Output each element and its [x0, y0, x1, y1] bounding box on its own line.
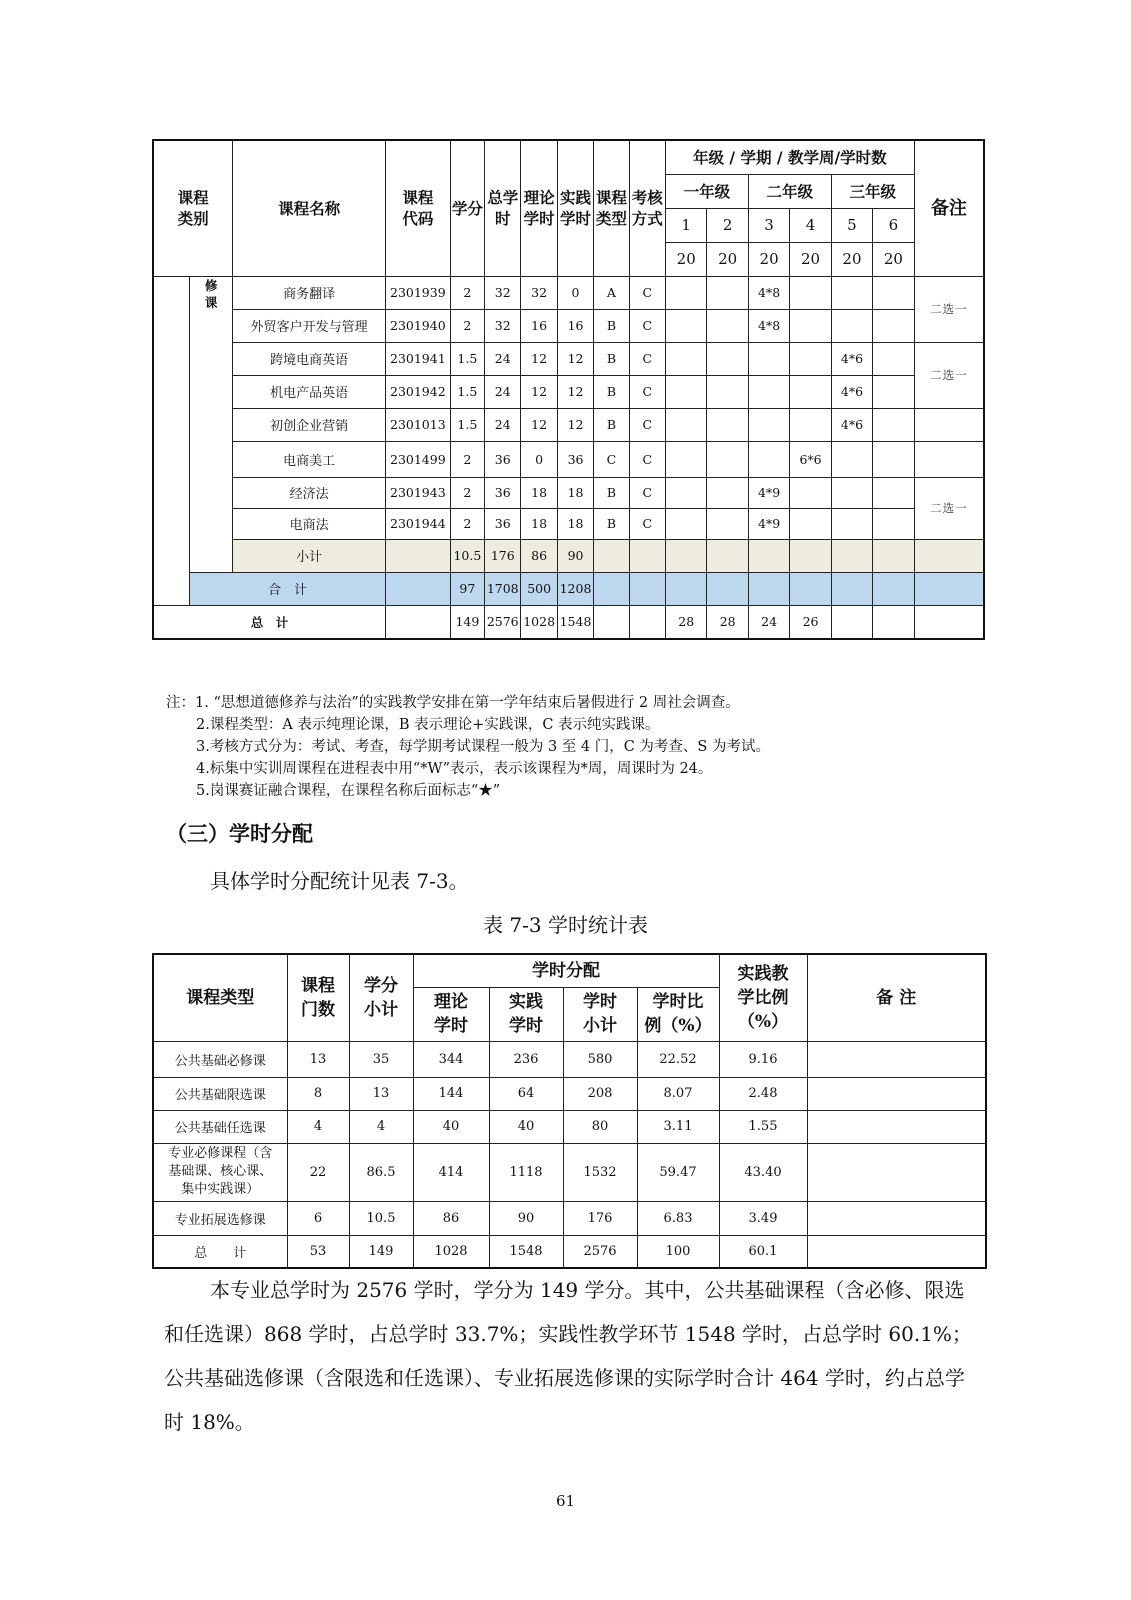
header-practice-hours: 实践 学时 [489, 987, 563, 1041]
header-exam-mode: 考核 方式 [629, 140, 665, 276]
course-code: 2301939 [386, 276, 451, 309]
header-weeks: 20 [873, 242, 914, 276]
semester-cell: 4*6 [831, 342, 872, 375]
practice-hours: 236 [489, 1041, 563, 1077]
theory-hours: 86 [521, 539, 557, 572]
hours-ratio: 3.11 [637, 1110, 719, 1143]
hours-ratio: 8.07 [637, 1077, 719, 1110]
practice-hours: 40 [489, 1110, 563, 1143]
header-semester: 2 [707, 208, 748, 242]
subtotal-row [153, 539, 984, 572]
semester-cell [665, 309, 706, 342]
hours-subtotal: 2576 [563, 1235, 637, 1268]
course-type: B [594, 477, 629, 508]
semester-cell [873, 477, 914, 508]
semester-cell [790, 477, 831, 508]
semester-cell: 24 [748, 605, 789, 639]
total-hours: 36 [485, 477, 521, 508]
semester-cell [790, 408, 831, 441]
credit-subtotal: 35 [349, 1041, 413, 1077]
practice-ratio: 43.40 [719, 1143, 807, 1201]
course-count: 53 [287, 1235, 349, 1268]
course-name: 初创企业营销 [233, 408, 386, 441]
exam-mode: C [629, 375, 665, 408]
hours-subtotal: 580 [563, 1041, 637, 1077]
header-semester: 5 [831, 208, 872, 242]
course-name: 机电产品英语 [233, 375, 386, 408]
sum-label: 合 计 [189, 572, 385, 605]
course-count: 8 [287, 1077, 349, 1110]
theory-hours: 18 [521, 477, 557, 508]
semester-cell [707, 477, 748, 508]
hours-ratio: 6.83 [637, 1201, 719, 1235]
semester-cell [665, 276, 706, 309]
credit: 97 [450, 572, 484, 605]
semester-cell [707, 375, 748, 408]
practice-hours: 1208 [557, 572, 593, 605]
theory-hours: 0 [521, 441, 557, 477]
practice-hours: 90 [557, 539, 593, 572]
table-caption: 表 7-3 学时统计表 [483, 913, 648, 937]
semester-cell [873, 441, 914, 477]
semester-cell [831, 508, 872, 539]
header-credit-subtotal: 学分 小计 [349, 954, 413, 1041]
course-code: 2301944 [386, 508, 451, 539]
theory-hours: 12 [521, 342, 557, 375]
semester-cell [748, 342, 789, 375]
semester-cell [665, 408, 706, 441]
header-year3: 三年级 [831, 174, 914, 208]
practice-hours: 18 [557, 508, 593, 539]
course-count: 13 [287, 1041, 349, 1077]
credit-subtotal: 10.5 [349, 1201, 413, 1235]
theory-hours: 12 [521, 408, 557, 441]
course-type: A [594, 276, 629, 309]
semester-cell [665, 342, 706, 375]
semester-cell [748, 408, 789, 441]
theory-hours: 12 [521, 375, 557, 408]
header-total-hours: 总学 时 [485, 140, 521, 276]
semester-cell [790, 375, 831, 408]
header-semester: 4 [790, 208, 831, 242]
semester-cell [831, 309, 872, 342]
credit: 2 [450, 441, 484, 477]
remark-cell: 二选一 [914, 477, 984, 539]
course-type: B [594, 309, 629, 342]
exam-mode: C [629, 508, 665, 539]
header-weeks: 20 [707, 242, 748, 276]
intro-paragraph: 具体学时分配统计见表 7-3。 [210, 869, 469, 893]
theory-hours: 86 [413, 1201, 489, 1235]
header-credit: 学分 [450, 140, 484, 276]
semester-cell [707, 441, 748, 477]
theory-hours: 1028 [413, 1235, 489, 1268]
practice-hours: 12 [557, 408, 593, 441]
sum-row [153, 572, 984, 605]
category-outer-cell [153, 276, 189, 572]
practice-ratio: 1.55 [719, 1110, 807, 1143]
theory-hours: 144 [413, 1077, 489, 1110]
practice-hours: 36 [557, 441, 593, 477]
note-line: 2.课程类型：A 表示纯理论课，B 表示理论+实践课，C 表示纯实践课。 [196, 717, 660, 733]
credit: 1.5 [450, 408, 484, 441]
theory-hours: 500 [521, 572, 557, 605]
note-line: 4.标集中实训周课程在进程表中用“*W”表示，表示该课程为*周，周课时为 24。 [196, 761, 713, 777]
practice-hours: 0 [557, 276, 593, 309]
semester-cell [873, 375, 914, 408]
total-hours: 32 [485, 309, 521, 342]
course-type: 公共基础限选课 [153, 1077, 287, 1110]
semester-cell [831, 276, 872, 309]
header-course-count: 课程 门数 [287, 954, 349, 1041]
practice-hours: 64 [489, 1077, 563, 1110]
hours-statistics-table [152, 953, 987, 1269]
header-practice-hours: 实践 学时 [557, 140, 593, 276]
remark-cell [914, 441, 984, 477]
header-weeks: 20 [748, 242, 789, 276]
header-hours-distribution: 学时分配 [413, 954, 719, 987]
summary-text: 本专业总学时为 2576 学时，学分为 149 学分。其中，公共基础课程（含必修、限选和任选课）868 学时，占总学时 33.7%；实践性教学环节 1548 学时，占总学时 60.1%；公共基础选修课（含限选和任选课）、专业拓展选修课的实际学时合计 464 学时，约占总学时 18%。 [164, 1278, 972, 1434]
semester-cell [665, 477, 706, 508]
header-theory-hours: 理论 学时 [521, 140, 557, 276]
practice-hours: 90 [489, 1201, 563, 1235]
course-type: B [594, 375, 629, 408]
grand-total-row [153, 605, 984, 639]
semester-cell: 4*6 [831, 408, 872, 441]
remark-cell [914, 408, 984, 441]
practice-hours: 12 [557, 342, 593, 375]
empty-cell [386, 572, 451, 605]
semester-cell: 4*6 [831, 375, 872, 408]
header-course-type: 课程 类型 [594, 140, 629, 276]
course-type: C [594, 441, 629, 477]
theory-hours: 344 [413, 1041, 489, 1077]
table-row [153, 408, 984, 441]
table-row [153, 309, 984, 342]
grand-total-label: 总 计 [153, 605, 386, 639]
semester-cell [665, 375, 706, 408]
credit: 10.5 [450, 539, 484, 572]
total-hours: 24 [485, 342, 521, 375]
course-type: 专业拓展选修课 [153, 1201, 287, 1235]
semester-cell [748, 375, 789, 408]
remark-cell: 二选一 [914, 276, 984, 342]
hours-subtotal: 1532 [563, 1143, 637, 1201]
table-row [153, 1110, 986, 1143]
course-count: 4 [287, 1110, 349, 1143]
note-line: 5.岗课赛证融合课程，在课程名称后面标志“★” [196, 783, 501, 799]
table-notes [166, 692, 770, 802]
summary-paragraph [164, 1268, 984, 1444]
header-semester: 6 [873, 208, 914, 242]
total-hours: 176 [485, 539, 521, 572]
exam-mode: C [629, 342, 665, 375]
practice-hours: 18 [557, 477, 593, 508]
course-type: B [594, 408, 629, 441]
semester-cell [707, 342, 748, 375]
remark-cell [807, 1077, 986, 1110]
header-practice-ratio: 实践教 学比例 （%） [719, 954, 807, 1041]
course-name: 商务翻译 [233, 276, 386, 309]
header-grade-group: 年级 / 学期 / 教学周/学时数 [665, 140, 914, 174]
theory-hours: 16 [521, 309, 557, 342]
semester-cell: 28 [665, 605, 706, 639]
hours-subtotal: 80 [563, 1110, 637, 1143]
hours-ratio: 22.52 [637, 1041, 719, 1077]
theory-hours: 18 [521, 508, 557, 539]
header-hours-subtotal: 学时 小计 [563, 987, 637, 1041]
semester-cell: 4*8 [748, 276, 789, 309]
semester-cell [707, 408, 748, 441]
course-count: 6 [287, 1201, 349, 1235]
header-weeks: 20 [665, 242, 706, 276]
semester-cell: 26 [790, 605, 831, 639]
subtotal-label: 小计 [233, 539, 386, 572]
course-name: 电商法 [233, 508, 386, 539]
header-course-type: 课程类型 [153, 954, 287, 1041]
header-theory-hours: 理论 学时 [413, 987, 489, 1041]
header-year1: 一年级 [665, 174, 748, 208]
exam-mode: C [629, 276, 665, 309]
hours-ratio: 100 [637, 1235, 719, 1268]
practice-hours: 1118 [489, 1143, 563, 1201]
course-code: 2301940 [386, 309, 451, 342]
semester-cell [707, 309, 748, 342]
header-year2: 二年级 [748, 174, 831, 208]
exam-mode: C [629, 477, 665, 508]
course-schedule-table [152, 139, 985, 640]
note-line: 3.考核方式分为：考试、考查，每学期考试课程一般为 3 至 4 门，C 为考查、S 为考试。 [196, 739, 770, 755]
practice-hours: 16 [557, 309, 593, 342]
credit: 2 [450, 276, 484, 309]
header-course-name: 课程名称 [233, 140, 386, 276]
header-course-code: 课程 代码 [386, 140, 451, 276]
practice-ratio: 9.16 [719, 1041, 807, 1077]
header-remark: 备注 [914, 140, 984, 276]
exam-mode: C [629, 441, 665, 477]
credit: 2 [450, 477, 484, 508]
category-outer-cell [153, 572, 189, 605]
header-semester: 3 [748, 208, 789, 242]
semester-cell: 4*9 [748, 508, 789, 539]
exam-mode: C [629, 408, 665, 441]
credit-subtotal: 4 [349, 1110, 413, 1143]
table-row [153, 477, 984, 508]
credit-subtotal: 86.5 [349, 1143, 413, 1201]
course-type: 公共基础任选课 [153, 1110, 287, 1143]
theory-hours: 40 [413, 1110, 489, 1143]
course-name: 外贸客户开发与管理 [233, 309, 386, 342]
total-hours: 24 [485, 408, 521, 441]
semester-cell [873, 508, 914, 539]
remark-cell [807, 1201, 986, 1235]
total-hours: 32 [485, 276, 521, 309]
table-row [153, 276, 984, 309]
theory-hours: 1028 [521, 605, 557, 639]
semester-cell [707, 276, 748, 309]
course-type: 总 计 [153, 1235, 287, 1268]
table-row [153, 375, 984, 408]
hours-ratio: 59.47 [637, 1143, 719, 1201]
practice-ratio: 60.1 [719, 1235, 807, 1268]
header-remark: 备 注 [807, 954, 986, 1041]
semester-cell: 4*9 [748, 477, 789, 508]
course-code: 2301499 [386, 441, 451, 477]
course-name: 电商美工 [233, 441, 386, 477]
semester-cell [873, 342, 914, 375]
total-hours: 36 [485, 441, 521, 477]
header-hours-ratio: 学时比 例（%） [637, 987, 719, 1041]
remark-cell: 二选一 [914, 342, 984, 408]
hours-subtotal: 208 [563, 1077, 637, 1110]
course-code: 2301943 [386, 477, 451, 508]
practice-hours: 12 [557, 375, 593, 408]
semester-cell [790, 276, 831, 309]
course-type: B [594, 342, 629, 375]
credit: 2 [450, 309, 484, 342]
header-weeks: 20 [831, 242, 872, 276]
table-row [153, 1077, 986, 1110]
semester-cell [790, 508, 831, 539]
course-count: 22 [287, 1143, 349, 1201]
remark-cell [807, 1110, 986, 1143]
theory-hours: 414 [413, 1143, 489, 1201]
course-code: 2301013 [386, 408, 451, 441]
semester-cell [748, 441, 789, 477]
total-hours: 36 [485, 508, 521, 539]
total-hours: 24 [485, 375, 521, 408]
table-row [153, 342, 984, 375]
course-type: 公共基础必修课 [153, 1041, 287, 1077]
credit: 2 [450, 508, 484, 539]
total-row [153, 1235, 986, 1268]
course-type: B [594, 508, 629, 539]
note-line: 注：1. “思想道德修养与法治”的实践教学安排在第一学年结束后暑假进行 2 周社会调查。 [166, 695, 740, 711]
semester-cell [831, 441, 872, 477]
remark-cell [807, 1143, 986, 1201]
theory-hours: 32 [521, 276, 557, 309]
course-name: 跨境电商英语 [233, 342, 386, 375]
practice-hours: 1548 [489, 1235, 563, 1268]
table-row [153, 508, 984, 539]
remark-cell [807, 1235, 986, 1268]
practice-hours: 1548 [557, 605, 593, 639]
hours-subtotal: 176 [563, 1201, 637, 1235]
semester-cell [873, 309, 914, 342]
credit-subtotal: 13 [349, 1077, 413, 1110]
practice-ratio: 3.49 [719, 1201, 807, 1235]
semester-cell: 6*6 [790, 441, 831, 477]
header-weeks: 20 [790, 242, 831, 276]
course-name: 经济法 [233, 477, 386, 508]
header-category: 课程 类别 [153, 140, 233, 276]
credit: 149 [450, 605, 484, 639]
semester-cell [873, 408, 914, 441]
semester-cell [831, 477, 872, 508]
course-code: 2301941 [386, 342, 451, 375]
total-hours: 2576 [485, 605, 521, 639]
course-type: 专业必修课程（含 基础课、核心课、 集中实践课） [153, 1143, 287, 1201]
table-row [153, 1143, 986, 1201]
section-title: （三）学时分配 [166, 822, 313, 846]
table-row [153, 441, 984, 477]
semester-cell [665, 508, 706, 539]
credit: 1.5 [450, 375, 484, 408]
exam-mode: C [629, 309, 665, 342]
course-code: 2301942 [386, 375, 451, 408]
category-group-label: 修 课 [189, 276, 232, 572]
page-number: 61 [555, 1492, 576, 1510]
remark-cell [807, 1041, 986, 1077]
semester-cell [790, 342, 831, 375]
practice-ratio: 2.48 [719, 1077, 807, 1110]
semester-cell: 28 [707, 605, 748, 639]
empty-cell [386, 539, 451, 572]
total-hours: 1708 [485, 572, 521, 605]
semester-cell [873, 276, 914, 309]
header-semester: 1 [665, 208, 706, 242]
semester-cell [790, 309, 831, 342]
semester-cell [707, 508, 748, 539]
table-row [153, 1041, 986, 1077]
table-row [153, 1201, 986, 1235]
semester-cell: 4*8 [748, 309, 789, 342]
semester-cell [665, 441, 706, 477]
credit-subtotal: 149 [349, 1235, 413, 1268]
empty-cell [386, 605, 451, 639]
credit: 1.5 [450, 342, 484, 375]
